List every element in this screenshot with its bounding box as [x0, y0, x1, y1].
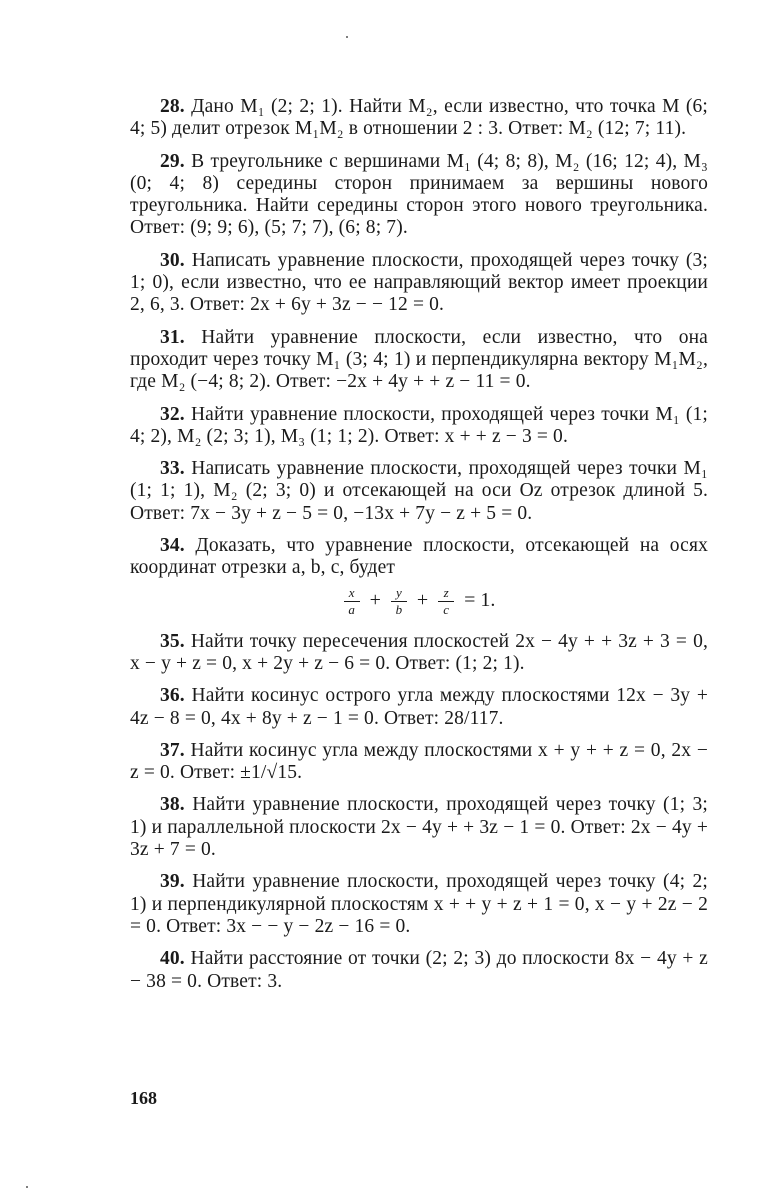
problem-number: 29. — [160, 150, 185, 172]
fraction-x-over-a — [344, 586, 360, 617]
problem-28 — [130, 96, 708, 141]
problem-text: Найти расстояние от точки (2; 2; 3) до плоскости 8x − 4y + z − 38 = 0. Ответ: 3. — [130, 948, 708, 992]
denominator: b — [395, 601, 403, 617]
page-number: 168 — [130, 1088, 157, 1108]
equals-one: = 1. — [464, 588, 496, 611]
plus-sign: + — [369, 588, 381, 611]
problem-32 — [130, 404, 708, 449]
problem-text: Написать уравнение плоскости, проходящей через точку (3; 1; 0), если известно, что ее направляющий вектор имеет проекции 2, 6, 3. Ответ: 2x + 6y + 3z − − 12 = 0. — [130, 249, 708, 316]
problem-38 — [130, 794, 708, 861]
problem-number: 38. — [160, 794, 185, 816]
problem-text: Доказать, что уравнение плоскости, отсекающей на осях координат отрезки a, b, c, будет — [130, 535, 708, 579]
problem-text: Найти уравнение плоскости, проходящей через точку (1; 3; 1) и параллельной плоскости 2x − 4y + + 3z − 1 = 0. Ответ: 2x − 4y + 3z + 7 = 0. — [130, 794, 708, 861]
problem-39 — [130, 871, 708, 938]
problem-text: Дано M₁ (2; 2; 1). Найти M₂, если известно, что точка M (6; 4; 5) делит отрезок M₁M₂ в отношении 2 : 3. Ответ: M₂ (12; 7; 11). — [130, 96, 708, 140]
problem-number: 30. — [160, 249, 185, 271]
problem-number: 35. — [160, 630, 185, 652]
problem-number: 40. — [160, 948, 185, 970]
problem-36 — [130, 685, 708, 730]
problem-34 — [130, 535, 708, 580]
problem-number: 32. — [160, 403, 185, 425]
problem-text: Написать уравнение плоскости, проходящей через точки M₁ (1; 1; 1), M₂ (2; 3; 0) и отсекающей на оси Oz отрезок длиной 5. Ответ: 7x − 3y + z − 5 = 0, −13x + 7y − z + 5 = 0. — [130, 458, 708, 524]
plus-sign: + — [416, 588, 429, 611]
problem-29 — [130, 151, 708, 240]
problem-text: Найти косинус острого угла между плоскостями 12x − 3y + 4z − 8 = 0, 4x + 8y + z − 1 = 0. Ответ: 28/117. — [130, 685, 708, 729]
problem-33 — [130, 458, 708, 525]
problem-37 — [130, 740, 708, 785]
denominator: a — [348, 601, 355, 617]
numerator: x — [348, 584, 355, 600]
fraction-y-over-b — [391, 586, 407, 617]
problem-text: В треугольнике с вершинами M₁ (4; 8; 8), M₂ (16; 12; 4), M₃ (0; 4; 8) середины сторон принимаем за вершины нового треугольника. Найти середины сторон этого нового треугольника. Ответ: (9; 9; 6), (5; 7; 7), (6; 8; 7). — [130, 150, 708, 239]
problem-35 — [130, 631, 708, 676]
denominator: c — [443, 601, 450, 617]
intercept-formula — [130, 586, 708, 617]
numerator: z — [443, 584, 449, 600]
problem-number: 34. — [160, 535, 185, 557]
problem-text: Найти уравнение плоскости, если известно, что она проходит через точку M₁ (3; 4; 1) и перпендикулярна вектору M₁M₂, где M₂ (−4; 8; 2). Ответ: −2x + 4y + + z − 11 = 0. — [130, 326, 708, 393]
fraction-z-over-c — [438, 586, 454, 617]
problem-40 — [130, 948, 708, 993]
problem-30 — [130, 250, 708, 317]
problem-text: Найти уравнение плоскости, проходящей через точку (4; 2; 1) и перпендикулярной плоскостям x + + y + z + 1 = 0, x − y + 2z − 2 = 0. Ответ: 3x − − y − 2z − 16 = 0. — [130, 871, 708, 937]
problem-text: Найти косинус угла между плоскостями x + y + + z = 0, 2x − z = 0. Ответ: ±1/√15. — [130, 739, 708, 784]
problem-number: 28. — [160, 96, 185, 117]
problem-number: 33. — [160, 458, 185, 480]
scan-speck — [346, 36, 348, 38]
problem-number: 39. — [160, 871, 185, 893]
problem-text: Найти уравнение плоскости, проходящей через точки M₁ (1; 4; 2), M₂ (2; 3; 1), M₃ (1; 1; 2). Ответ: x + + z − 3 = 0. — [130, 403, 708, 447]
problem-text: Найти точку пересечения плоскостей 2x − 4y + + 3z + 3 = 0, x − y + z = 0, x + 2y + z − 6 = 0. Ответ: (1; 2; 1). — [130, 630, 708, 674]
problem-number: 31. — [160, 326, 185, 348]
page-body — [130, 96, 708, 1003]
problem-31 — [130, 327, 708, 394]
numerator: y — [395, 584, 402, 600]
scan-speck — [26, 1186, 28, 1188]
problem-number: 37. — [160, 739, 185, 761]
problem-number: 36. — [160, 685, 185, 707]
